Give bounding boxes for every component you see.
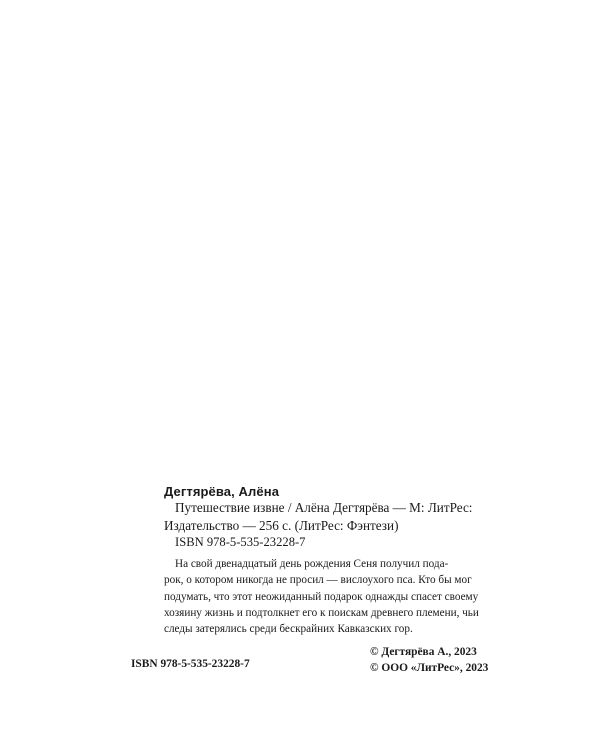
copyright-publisher: © ООО «ЛитРес», 2023	[370, 662, 489, 674]
bibliographic-line-1: Путешествие извне / Алёна Дегтярёва — М: ЛитРес:	[175, 500, 473, 515]
annotation	[164, 556, 484, 637]
isbn-top: ISBN 978-5-535-23228-7	[175, 535, 306, 549]
copyright-author: © Дегтярёва А., 2023	[370, 646, 477, 658]
bibliographic-description	[164, 499, 485, 535]
annotation-line-3: подумать, что этот неожиданный подарок однажды спасет своему	[164, 590, 479, 603]
annotation-line-2: рок, о котором никогда не просил — вислоухого пса. Кто бы мог	[164, 574, 472, 587]
copyright-block	[370, 644, 488, 676]
annotation-line-4: хозяину жизнь и подтолкнет его к поискам древнего племени, чьи	[164, 606, 479, 619]
author-heading: Дегтярёва, Алёна	[164, 484, 280, 499]
annotation-line-5: следы затерялись среди бескрайних Кавказских гор.	[164, 623, 413, 636]
isbn-bottom: ISBN 978-5-535-23228-7	[131, 658, 250, 670]
annotation-line-1: На свой двенадцатый день рождения Сеня получил пода-	[175, 558, 449, 570]
bibliographic-line-2: Издательство — 256 с. (ЛитРес: Фэнтези)	[164, 518, 399, 533]
